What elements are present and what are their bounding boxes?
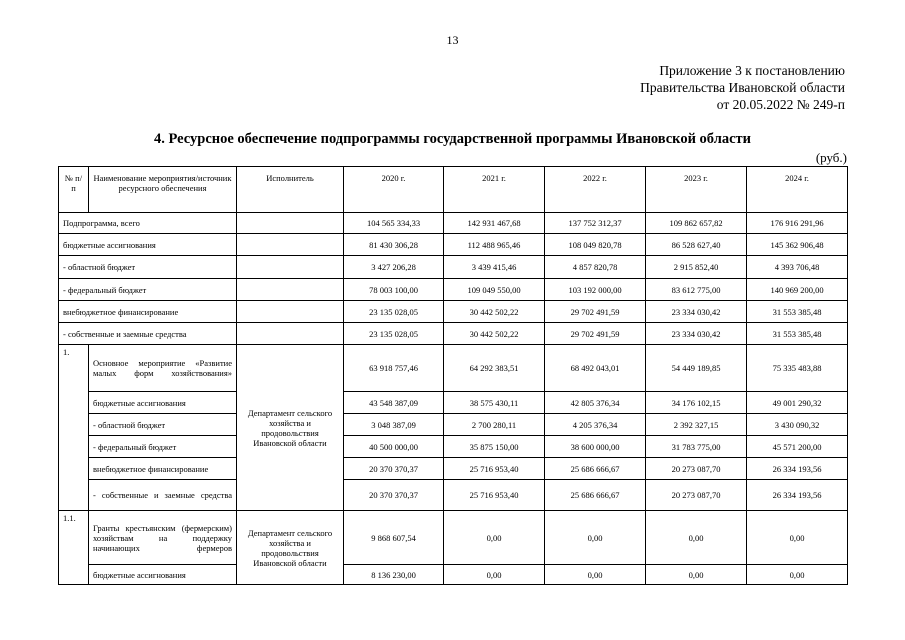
- value-cell: 23 334 030,42: [646, 301, 747, 323]
- value-cell: 20 370 370,37: [344, 458, 444, 480]
- resource-table: [58, 166, 848, 585]
- value-cell: 64 292 383,51: [444, 345, 545, 392]
- value-cell: 29 702 491,59: [545, 323, 646, 345]
- value-cell: 38 575 430,11: [444, 392, 545, 414]
- value-cell: 63 918 757,46: [344, 345, 444, 392]
- table-row: [59, 256, 848, 279]
- header-name: Наименование мероприятия/источник ресурсного обеспечения: [89, 167, 237, 213]
- executor-cell: Департамент сельского хозяйства и продовольствия Ивановской области: [237, 511, 344, 585]
- value-cell: 45 571 200,00: [747, 436, 848, 458]
- row-label: - федеральный бюджет: [89, 436, 237, 458]
- value-cell: 3 048 387,09: [344, 414, 444, 436]
- page-number: 13: [446, 33, 459, 47]
- value-cell: 109 862 657,82: [646, 213, 747, 234]
- value-cell: 0,00: [545, 565, 646, 585]
- value-cell: 42 805 376,34: [545, 392, 646, 414]
- table-header-row: [59, 167, 848, 213]
- header-executor: Исполнитель: [237, 167, 344, 213]
- value-cell: 31 553 385,48: [747, 323, 848, 345]
- row-label: - собственные и заемные средства: [89, 480, 237, 511]
- value-cell: 26 334 193,56: [747, 480, 848, 511]
- header-2020: 2020 г.: [344, 167, 444, 213]
- value-cell: 109 049 550,00: [444, 279, 545, 301]
- row-label: бюджетные ассигнования: [59, 234, 237, 256]
- value-cell: 112 488 965,46: [444, 234, 545, 256]
- value-cell: 176 916 291,96: [747, 213, 848, 234]
- value-cell: 25 686 666,67: [545, 458, 646, 480]
- value-cell: 2 700 280,11: [444, 414, 545, 436]
- value-cell: 23 334 030,42: [646, 323, 747, 345]
- table-row: [59, 279, 848, 301]
- table-row: [59, 301, 848, 323]
- value-cell: 26 334 193,56: [747, 458, 848, 480]
- value-cell: 29 702 491,59: [545, 301, 646, 323]
- value-cell: 3 427 206,28: [344, 256, 444, 279]
- value-cell: 4 857 820,78: [545, 256, 646, 279]
- row-number: 1.: [59, 345, 89, 511]
- value-cell: 43 548 387,09: [344, 392, 444, 414]
- row-label: Подпрограмма, всего: [59, 213, 237, 234]
- table-row: [59, 392, 848, 414]
- value-cell: 103 192 000,00: [545, 279, 646, 301]
- table-row: [59, 511, 848, 565]
- value-cell: 31 783 775,00: [646, 436, 747, 458]
- row-label: - областной бюджет: [59, 256, 237, 279]
- value-cell: 23 135 028,05: [344, 301, 444, 323]
- table-row: [59, 345, 848, 392]
- value-cell: 2 392 327,15: [646, 414, 747, 436]
- row-label: внебюджетное финансирование: [89, 458, 237, 480]
- appendix-line-3: от 20.05.2022 № 249-п: [716, 97, 845, 112]
- value-cell: 104 565 334,33: [344, 213, 444, 234]
- value-cell: 54 449 189,85: [646, 345, 747, 392]
- value-cell: 83 612 775,00: [646, 279, 747, 301]
- executor-cell: [237, 234, 344, 256]
- value-cell: 30 442 502,22: [444, 323, 545, 345]
- header-2022: 2022 г.: [545, 167, 646, 213]
- value-cell: 4 205 376,34: [545, 414, 646, 436]
- value-cell: 25 716 953,40: [444, 480, 545, 511]
- value-cell: 145 362 906,48: [747, 234, 848, 256]
- value-cell: 38 600 000,00: [545, 436, 646, 458]
- row-label: - областной бюджет: [89, 414, 237, 436]
- value-cell: 0,00: [747, 565, 848, 585]
- value-cell: 68 492 043,01: [545, 345, 646, 392]
- document-title: 4. Ресурсное обеспечение подпрограммы государственной программы Ивановской области: [153, 131, 751, 147]
- value-cell: 137 752 312,37: [545, 213, 646, 234]
- table-row: [59, 414, 848, 436]
- executor-cell: [237, 323, 344, 345]
- value-cell: 25 686 666,67: [545, 480, 646, 511]
- row-label: - собственные и заемные средства: [59, 323, 237, 345]
- row-label: бюджетные ассигнования: [89, 565, 237, 585]
- header-num: № п/п: [59, 167, 89, 213]
- table-row: [59, 323, 848, 345]
- header-2021: 2021 г.: [444, 167, 545, 213]
- value-cell: 0,00: [444, 565, 545, 585]
- value-cell: 142 931 467,68: [444, 213, 545, 234]
- row-label: внебюджетное финансирование: [59, 301, 237, 323]
- table-row: [59, 234, 848, 256]
- value-cell: 140 969 200,00: [747, 279, 848, 301]
- row-label: - федеральный бюджет: [59, 279, 237, 301]
- value-cell: 23 135 028,05: [344, 323, 444, 345]
- value-cell: 0,00: [646, 511, 747, 565]
- table-row: [59, 213, 848, 234]
- value-cell: 3 439 415,46: [444, 256, 545, 279]
- appendix-line-2: Правительства Ивановской области: [640, 80, 845, 95]
- value-cell: 25 716 953,40: [444, 458, 545, 480]
- row-number: 1.1.: [59, 511, 89, 585]
- value-cell: 81 430 306,28: [344, 234, 444, 256]
- value-cell: 20 273 087,70: [646, 458, 747, 480]
- value-cell: 35 875 150,00: [444, 436, 545, 458]
- executor-cell: [237, 279, 344, 301]
- value-cell: 8 136 230,00: [344, 565, 444, 585]
- value-cell: 31 553 385,48: [747, 301, 848, 323]
- value-cell: 9 868 607,54: [344, 511, 444, 565]
- table-row: [59, 436, 848, 458]
- value-cell: 2 915 852,40: [646, 256, 747, 279]
- value-cell: 40 500 000,00: [344, 436, 444, 458]
- value-cell: 4 393 706,48: [747, 256, 848, 279]
- header-2023: 2023 г.: [646, 167, 747, 213]
- value-cell: 30 442 502,22: [444, 301, 545, 323]
- appendix-note: [640, 62, 845, 113]
- table-row: [59, 480, 848, 511]
- value-cell: 0,00: [747, 511, 848, 565]
- value-cell: 75 335 483,88: [747, 345, 848, 392]
- executor-cell: [237, 213, 344, 234]
- table-row: [59, 565, 848, 585]
- value-cell: 3 430 090,32: [747, 414, 848, 436]
- row-label: Основное мероприятие «Развитие малых форм хозяйствования»: [89, 345, 237, 392]
- executor-cell: [237, 256, 344, 279]
- header-2024: 2024 г.: [747, 167, 848, 213]
- value-cell: 0,00: [545, 511, 646, 565]
- executor-cell: Департамент сельского хозяйства и продовольствия Ивановской области: [237, 345, 344, 511]
- value-cell: 20 273 087,70: [646, 480, 747, 511]
- value-cell: 86 528 627,40: [646, 234, 747, 256]
- value-cell: 78 003 100,00: [344, 279, 444, 301]
- appendix-line-1: Приложение 3 к постановлению: [659, 63, 845, 78]
- row-label: бюджетные ассигнования: [89, 392, 237, 414]
- value-cell: 49 001 290,32: [747, 392, 848, 414]
- table-row: [59, 458, 848, 480]
- currency-unit: (руб.): [815, 150, 847, 165]
- value-cell: 0,00: [646, 565, 747, 585]
- value-cell: 34 176 102,15: [646, 392, 747, 414]
- value-cell: 0,00: [444, 511, 545, 565]
- value-cell: 20 370 370,37: [344, 480, 444, 511]
- executor-cell: [237, 301, 344, 323]
- value-cell: 108 049 820,78: [545, 234, 646, 256]
- row-label: Гранты крестьянским (фермерским) хозяйствам на поддержку начинающих фермеров: [89, 511, 237, 565]
